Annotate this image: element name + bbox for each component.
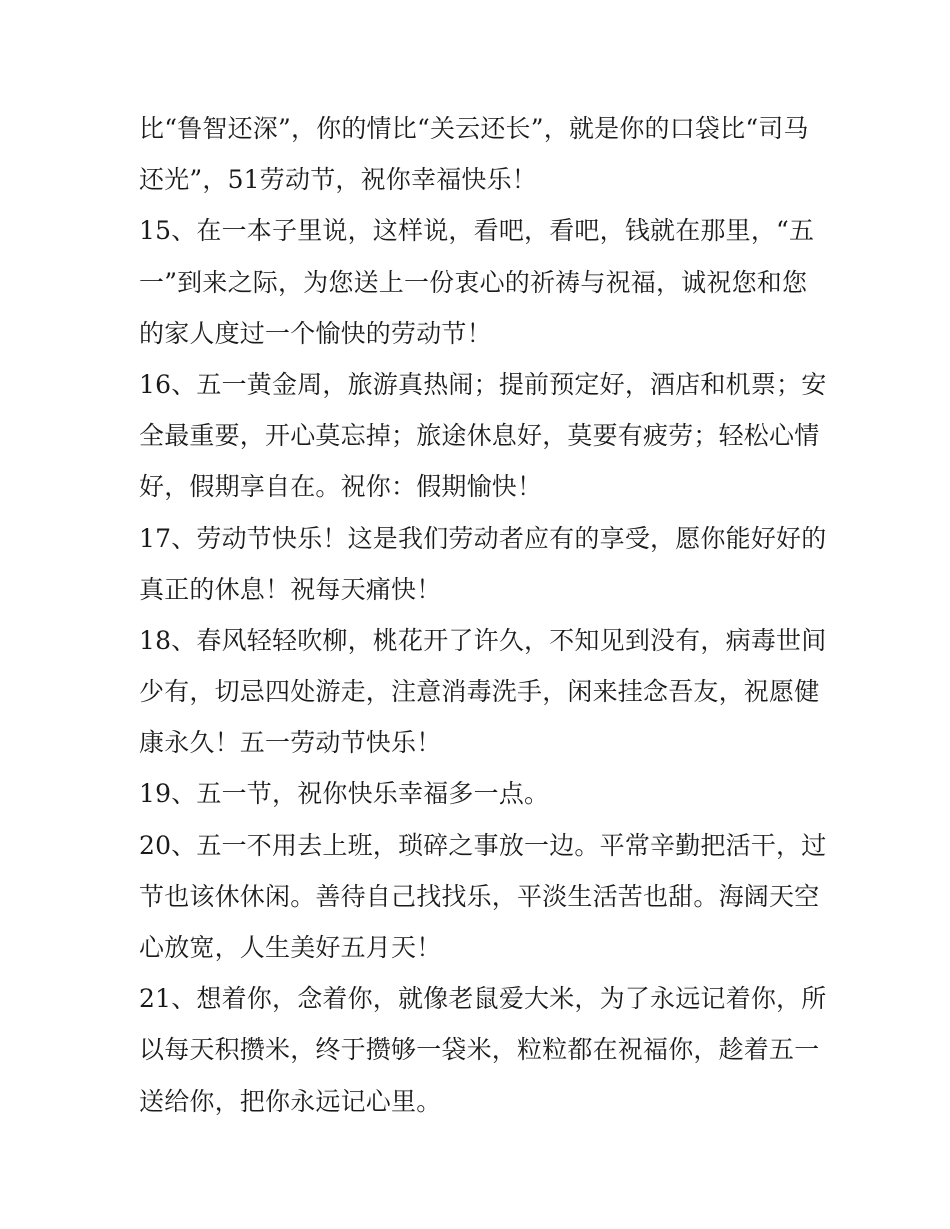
text-line: 18、春风轻轻吹柳，桃花开了许久，不知见到没有，病毒世间	[139, 625, 827, 655]
text-line: 康永久！五一劳动节快乐！	[139, 728, 442, 758]
text-line: 比“鲁智还深”，你的情比“关云还长”，就是你的口袋比“司马	[139, 114, 809, 143]
text-line: 17、劳动节快乐！这是我们劳动者应有的享受，愿你能好好的	[139, 523, 827, 553]
text-line: 以每天积攒米，终于攒够一袋米，粒粒都在祝福你，趁着五一	[139, 1035, 820, 1065]
text-line: 的家人度过一个愉快的劳动节！	[139, 318, 492, 348]
text-line: 心放宽，人生美好五月天！	[139, 933, 442, 962]
document-body	[139, 103, 827, 1127]
text-line: 节也该休休闲。善待自己找找乐，平淡生活苦也甜。海阔天空	[139, 881, 820, 911]
text-line: 还光”，51劳动节，祝你幸福快乐！	[139, 165, 537, 195]
text-line: 21、想着你，念着你，就像老鼠爱大米，为了永远记着你，所	[139, 984, 827, 1014]
text-line: 19、五一节，祝你快乐幸福多一点。	[139, 779, 550, 809]
text-line: 全最重要，开心莫忘掉；旅途休息好，莫要有疲劳；轻松心情	[139, 421, 820, 451]
text-line: 20、五一不用去上班，琐碎之事放一边。平常辛勤把活干，过	[139, 830, 827, 860]
text-line: 送给你，把你永远记心里。	[139, 1086, 442, 1116]
text-line: 真正的休息！祝每天痛快！	[139, 574, 442, 604]
text-line: 好，假期享自在。祝你：假期愉快！	[139, 472, 543, 502]
text-line: 15、在一本子里说，这样说，看吧，看吧，钱就在那里，“五	[139, 216, 815, 246]
text-line: 少有，切忌四处游走，注意消毒洗手，闲来挂念吾友，祝愿健	[139, 677, 820, 707]
text-line: 16、五一黄金周，旅游真热闹；提前预定好，酒店和机票；安	[139, 369, 827, 399]
text-line: 一”到来之际，为您送上一份衷心的祈祷与祝福，诚祝您和您	[139, 267, 808, 297]
